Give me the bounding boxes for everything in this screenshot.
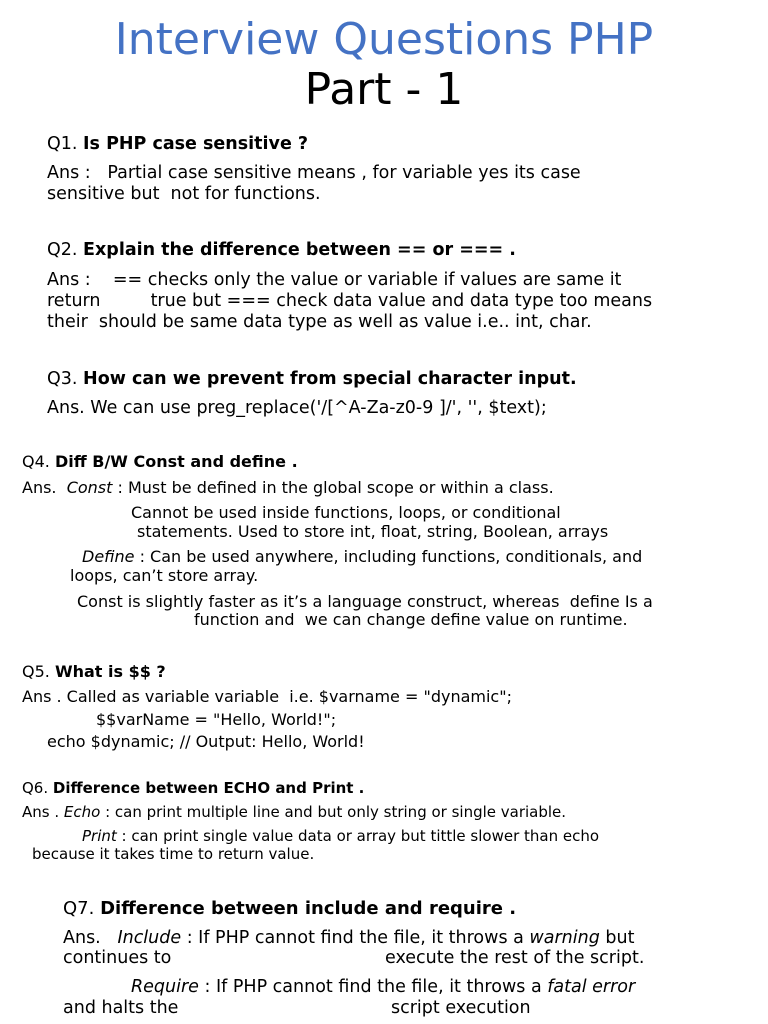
q7-require-line-2a: and halts the (63, 998, 179, 1018)
q1-answer-line-1: Ans : Partial case sensitive means , for variable yes its case (47, 163, 581, 183)
q4-define-line-1: Define : Can be used anywhere, including functions, conditionals, and (82, 547, 643, 566)
page-title: Interview Questions PHP (114, 14, 654, 65)
q5-answer-line-2: $$varName = "Hello, World!"; (96, 710, 337, 729)
q6-echo-line: Ans . Echo : can print multiple line and but only string or single variable. (22, 803, 567, 821)
q6-print-line-2: because it takes time to return value. (32, 845, 315, 863)
q4-note-line-2: function and we can change define value on runtime. (194, 610, 628, 629)
q5-answer-line-1: Ans . Called as variable variable i.e. $varname = "dynamic"; (22, 687, 512, 706)
q5-answer-line-3: echo $dynamic; // Output: Hello, World! (47, 732, 365, 751)
q3-question: Q3. How can we prevent from special character input. (47, 369, 577, 389)
q6-print-line-1: Print : can print single value data or array but tittle slower than echo (82, 827, 600, 845)
q4-note-line-1: Const is slightly faster as it’s a language construct, whereas define Is a (77, 592, 653, 611)
q4-const-line-3: statements. Used to store int, float, string, Boolean, arrays (137, 522, 609, 541)
q2-answer-line-1: Ans : == checks only the value or variable if values are same it (47, 270, 622, 290)
q3-answer-line-1: Ans. We can use preg_replace('/[^A-Za-z0-9 ]/', '', $text); (47, 398, 547, 418)
q7-include-line-1: Ans. Include : If PHP cannot find the file, it throws a warning but (63, 928, 635, 948)
q2-answer-line-2: return true but === check data value and data type too means (47, 291, 653, 311)
q6-question: Q6. Difference between ECHO and Print . (22, 779, 365, 797)
q7-question: Q7. Difference between include and require . (63, 898, 517, 919)
q2-answer-line-3: their should be same data type as well as value i.e.. int, char. (47, 312, 592, 332)
q4-define-line-2: loops, can’t store array. (70, 566, 259, 585)
q5-question: Q5. What is $$ ? (22, 662, 166, 681)
q4-const-line-1: Ans. Const : Must be defined in the global scope or within a class. (22, 478, 554, 497)
q7-require-line-1: Require : If PHP cannot find the file, it throws a fatal error (131, 977, 636, 997)
page-subtitle: Part - 1 (304, 64, 464, 115)
q1-answer-line-2: sensitive but not for functions. (47, 184, 321, 204)
q1-question: Q1. Is PHP case sensitive ? (47, 134, 309, 154)
q7-include-line-2b: execute the rest of the script. (385, 948, 645, 968)
q4-question: Q4. Diff B/W Const and define . (22, 452, 298, 471)
q7-require-line-2b: script execution (391, 998, 531, 1018)
q4-const-line-2: Cannot be used inside functions, loops, or conditional (131, 503, 561, 522)
q2-question: Q2. Explain the difference between == or === . (47, 240, 516, 260)
q7-include-line-2a: continues to (63, 948, 172, 968)
